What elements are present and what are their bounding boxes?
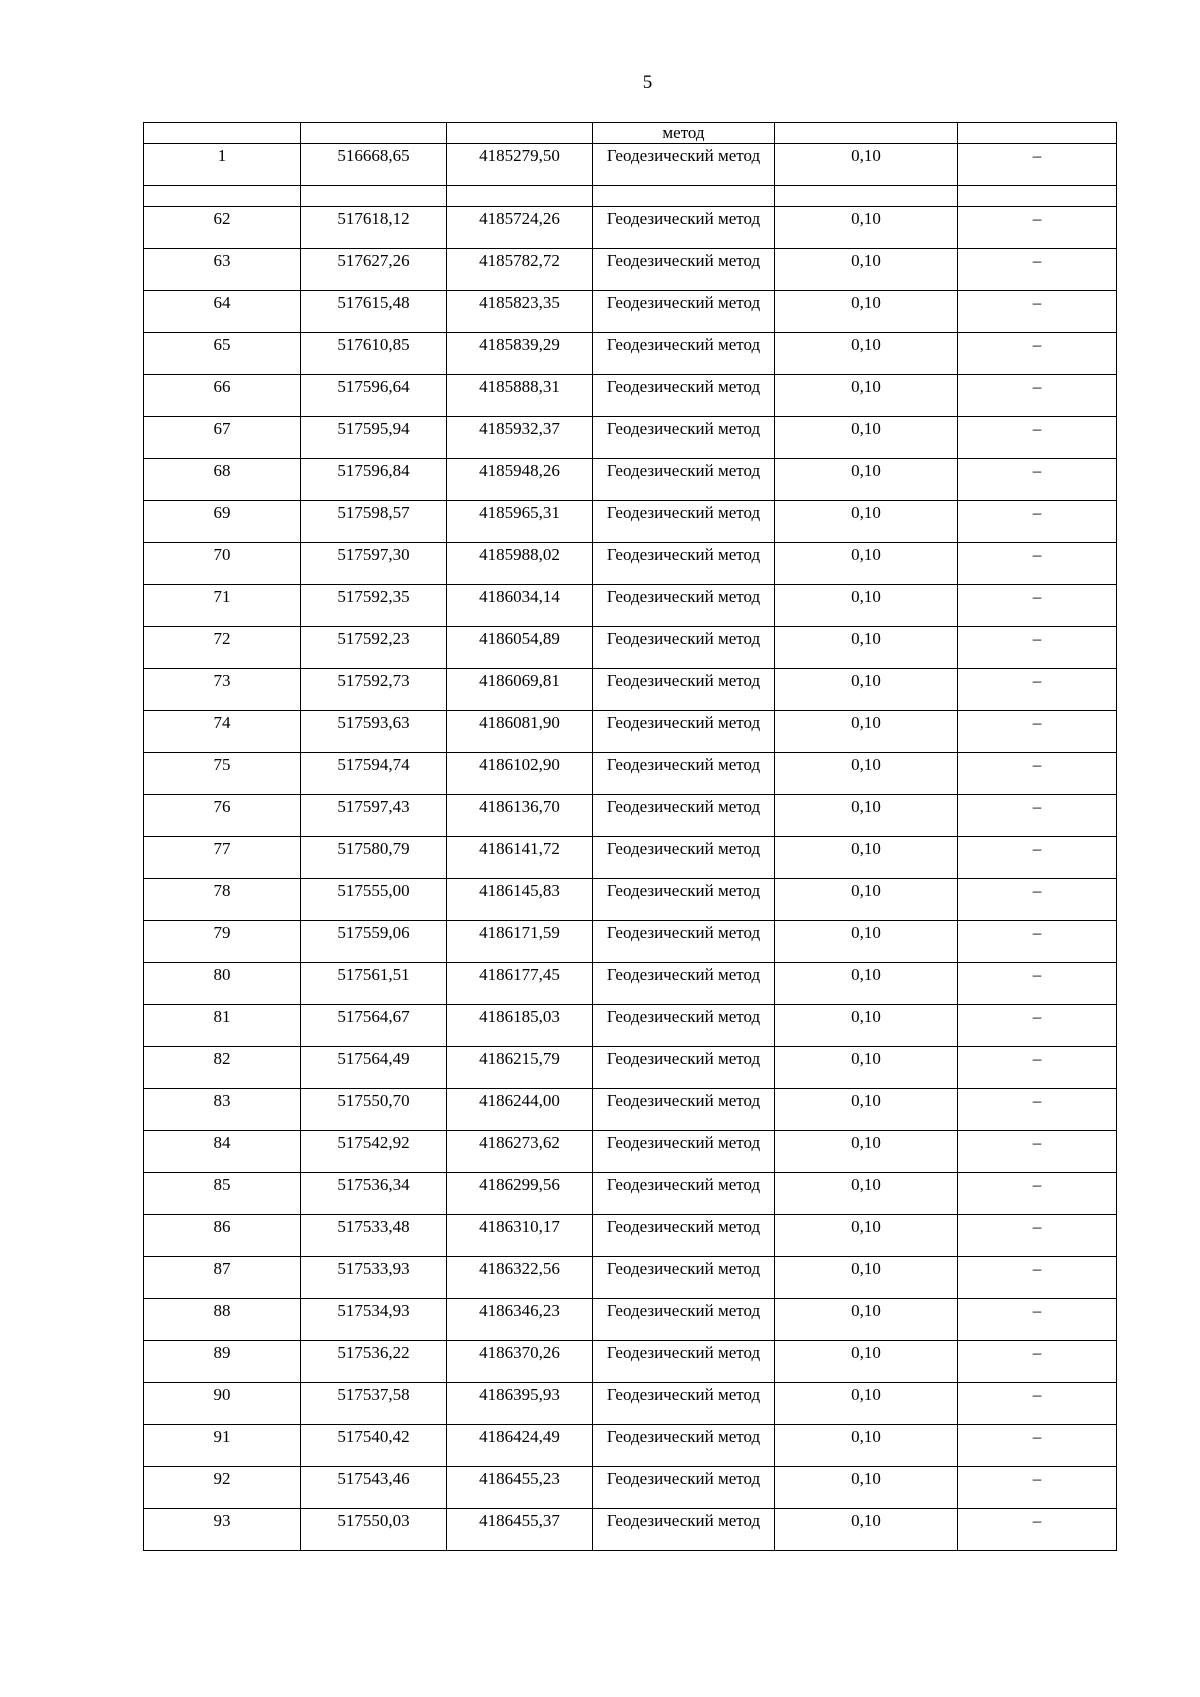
cell-note: – xyxy=(958,1131,1117,1173)
table-row xyxy=(144,1089,1117,1131)
cell-y: 4186145,83 xyxy=(447,879,593,921)
cell-note: – xyxy=(958,795,1117,837)
cell-x: 517536,22 xyxy=(301,1341,447,1383)
cell-y: 4186455,37 xyxy=(447,1509,593,1551)
cell-y: 4185888,31 xyxy=(447,375,593,417)
cell-number: 88 xyxy=(144,1299,301,1341)
cell-x: 517627,26 xyxy=(301,249,447,291)
cell-method: Геодезический метод xyxy=(593,1383,775,1425)
cell-empty xyxy=(775,186,958,207)
table-row xyxy=(144,627,1117,669)
cell-number: 76 xyxy=(144,795,301,837)
cell-method: Геодезический метод xyxy=(593,1005,775,1047)
cell-y: 4186346,23 xyxy=(447,1299,593,1341)
cell-x: 517542,92 xyxy=(301,1131,447,1173)
cell-y: 4186322,56 xyxy=(447,1257,593,1299)
cell-x: 517534,93 xyxy=(301,1299,447,1341)
cell-accuracy: 0,10 xyxy=(775,1341,958,1383)
cell-method: Геодезический метод xyxy=(593,585,775,627)
cell-accuracy: 0,10 xyxy=(775,417,958,459)
table-row xyxy=(144,1383,1117,1425)
cell-accuracy: 0,10 xyxy=(775,837,958,879)
cell-note: – xyxy=(958,837,1117,879)
cell-number: 79 xyxy=(144,921,301,963)
cell-accuracy: 0,10 xyxy=(775,879,958,921)
cell-x xyxy=(301,123,447,144)
cell-note: – xyxy=(958,627,1117,669)
cell-accuracy: 0,10 xyxy=(775,459,958,501)
cell-x: 517592,23 xyxy=(301,627,447,669)
cell-accuracy: 0,10 xyxy=(775,921,958,963)
cell-x: 517610,85 xyxy=(301,333,447,375)
cell-y: 4186034,14 xyxy=(447,585,593,627)
cell-x: 517536,34 xyxy=(301,1173,447,1215)
cell-note: – xyxy=(958,585,1117,627)
cell-method: Геодезический метод xyxy=(593,375,775,417)
cell-method: Геодезический метод xyxy=(593,669,775,711)
cell-method: Геодезический метод xyxy=(593,144,775,186)
cell-x: 517550,03 xyxy=(301,1509,447,1551)
cell-x: 517559,06 xyxy=(301,921,447,963)
cell-note: – xyxy=(958,669,1117,711)
cell-x: 517561,51 xyxy=(301,963,447,1005)
cell-accuracy: 0,10 xyxy=(775,1509,958,1551)
cell-number xyxy=(144,123,301,144)
table-row xyxy=(144,1215,1117,1257)
cell-number: 67 xyxy=(144,417,301,459)
table-row xyxy=(144,1131,1117,1173)
cell-x: 517564,67 xyxy=(301,1005,447,1047)
cell-empty xyxy=(958,186,1117,207)
table-row xyxy=(144,753,1117,795)
cell-x: 517533,48 xyxy=(301,1215,447,1257)
table-row xyxy=(144,144,1117,186)
cell-method: Геодезический метод xyxy=(593,753,775,795)
cell-x: 517594,74 xyxy=(301,753,447,795)
cell-method: Геодезический метод xyxy=(593,291,775,333)
cell-number: 69 xyxy=(144,501,301,543)
coordinates-table xyxy=(143,122,1117,1551)
cell-note: – xyxy=(958,1341,1117,1383)
cell-y: 4186424,49 xyxy=(447,1425,593,1467)
table-row xyxy=(144,921,1117,963)
cell-method: Геодезический метод xyxy=(593,1257,775,1299)
cell-method: Геодезический метод xyxy=(593,1341,775,1383)
cell-accuracy: 0,10 xyxy=(775,1299,958,1341)
cell-method: Геодезический метод xyxy=(593,627,775,669)
table-row xyxy=(144,795,1117,837)
table-row xyxy=(144,459,1117,501)
cell-accuracy: 0,10 xyxy=(775,291,958,333)
cell-note: – xyxy=(958,753,1117,795)
cell-accuracy: 0,10 xyxy=(775,669,958,711)
cell-method: Геодезический метод xyxy=(593,501,775,543)
cell-number: 89 xyxy=(144,1341,301,1383)
cell-note: – xyxy=(958,1299,1117,1341)
cell-y: 4186136,70 xyxy=(447,795,593,837)
cell-accuracy: 0,10 xyxy=(775,1047,958,1089)
cell-method: Геодезический метод xyxy=(593,1173,775,1215)
cell-number: 64 xyxy=(144,291,301,333)
cell-accuracy: 0,10 xyxy=(775,1173,958,1215)
cell-x: 517597,43 xyxy=(301,795,447,837)
table-row xyxy=(144,1299,1117,1341)
cell-accuracy: 0,10 xyxy=(775,1467,958,1509)
cell-y: 4186069,81 xyxy=(447,669,593,711)
cell-x: 517593,63 xyxy=(301,711,447,753)
table-row xyxy=(144,417,1117,459)
cell-y: 4185839,29 xyxy=(447,333,593,375)
cell-method: Геодезический метод xyxy=(593,921,775,963)
cell-number: 66 xyxy=(144,375,301,417)
cell-method: Геодезический метод xyxy=(593,795,775,837)
table-row xyxy=(144,543,1117,585)
cell-number: 73 xyxy=(144,669,301,711)
cell-number: 85 xyxy=(144,1173,301,1215)
cell-method: Геодезический метод xyxy=(593,1215,775,1257)
cell-accuracy: 0,10 xyxy=(775,1425,958,1467)
table-row xyxy=(144,291,1117,333)
cell-number: 65 xyxy=(144,333,301,375)
cell-note: – xyxy=(958,501,1117,543)
cell-note xyxy=(958,123,1117,144)
cell-x: 516668,65 xyxy=(301,144,447,186)
cell-number: 80 xyxy=(144,963,301,1005)
cell-number: 78 xyxy=(144,879,301,921)
cell-accuracy: 0,10 xyxy=(775,249,958,291)
cell-note: – xyxy=(958,543,1117,585)
cell-method: Геодезический метод xyxy=(593,1047,775,1089)
cell-number: 93 xyxy=(144,1509,301,1551)
cell-number: 87 xyxy=(144,1257,301,1299)
cell-y: 4186244,00 xyxy=(447,1089,593,1131)
cell-note: – xyxy=(958,291,1117,333)
table-row xyxy=(144,1257,1117,1299)
cell-number: 86 xyxy=(144,1215,301,1257)
cell-accuracy: 0,10 xyxy=(775,333,958,375)
cell-number: 75 xyxy=(144,753,301,795)
cell-x: 517592,35 xyxy=(301,585,447,627)
cell-y: 4185965,31 xyxy=(447,501,593,543)
cell-method: Геодезический метод xyxy=(593,459,775,501)
cell-number: 72 xyxy=(144,627,301,669)
cell-x: 517596,84 xyxy=(301,459,447,501)
cell-y: 4186102,90 xyxy=(447,753,593,795)
cell-y: 4185988,02 xyxy=(447,543,593,585)
cell-method: Геодезический метод xyxy=(593,879,775,921)
cell-accuracy: 0,10 xyxy=(775,1131,958,1173)
gap-row xyxy=(144,186,1117,207)
cell-empty xyxy=(593,186,775,207)
cell-y: 4186370,26 xyxy=(447,1341,593,1383)
cell-accuracy: 0,10 xyxy=(775,1383,958,1425)
cell-method: Геодезический метод xyxy=(593,1467,775,1509)
cell-y: 4186081,90 xyxy=(447,711,593,753)
cell-note: – xyxy=(958,417,1117,459)
cell-number: 83 xyxy=(144,1089,301,1131)
cell-note: – xyxy=(958,459,1117,501)
cell-note: – xyxy=(958,921,1117,963)
cell-accuracy: 0,10 xyxy=(775,207,958,249)
cell-y: 4186299,56 xyxy=(447,1173,593,1215)
cell-x: 517543,46 xyxy=(301,1467,447,1509)
table-row xyxy=(144,501,1117,543)
table-row xyxy=(144,1425,1117,1467)
cell-empty xyxy=(301,186,447,207)
table-row xyxy=(144,585,1117,627)
cell-note: – xyxy=(958,1509,1117,1551)
cell-method: Геодезический метод xyxy=(593,1089,775,1131)
cell-number: 82 xyxy=(144,1047,301,1089)
cell-y: 4185932,37 xyxy=(447,417,593,459)
cell-method: Геодезический метод xyxy=(593,249,775,291)
cell-note: – xyxy=(958,1173,1117,1215)
cell-number: 91 xyxy=(144,1425,301,1467)
cell-method: Геодезический метод xyxy=(593,837,775,879)
cell-x: 517597,30 xyxy=(301,543,447,585)
cell-number: 62 xyxy=(144,207,301,249)
table-row xyxy=(144,1047,1117,1089)
cell-accuracy: 0,10 xyxy=(775,963,958,1005)
cell-note: – xyxy=(958,1047,1117,1089)
cell-y: 4185724,26 xyxy=(447,207,593,249)
cell-note: – xyxy=(958,1215,1117,1257)
cell-method: Геодезический метод xyxy=(593,1131,775,1173)
table-row xyxy=(144,669,1117,711)
cell-y: 4186185,03 xyxy=(447,1005,593,1047)
cell-method: метод xyxy=(593,123,775,144)
page-number: 5 xyxy=(642,72,653,93)
cell-method: Геодезический метод xyxy=(593,1299,775,1341)
table-row xyxy=(144,963,1117,1005)
table-row xyxy=(144,1173,1117,1215)
cell-number: 77 xyxy=(144,837,301,879)
cell-accuracy: 0,10 xyxy=(775,144,958,186)
cell-number: 68 xyxy=(144,459,301,501)
cell-x: 517537,58 xyxy=(301,1383,447,1425)
cell-number: 92 xyxy=(144,1467,301,1509)
cell-x: 517592,73 xyxy=(301,669,447,711)
cell-number: 84 xyxy=(144,1131,301,1173)
cell-x: 517540,42 xyxy=(301,1425,447,1467)
cell-accuracy: 0,10 xyxy=(775,375,958,417)
table-row xyxy=(144,375,1117,417)
cell-note: – xyxy=(958,963,1117,1005)
cell-method: Геодезический метод xyxy=(593,543,775,585)
cell-y: 4185279,50 xyxy=(447,144,593,186)
cell-note: – xyxy=(958,1257,1117,1299)
cell-x: 517580,79 xyxy=(301,837,447,879)
table-row xyxy=(144,207,1117,249)
cell-method: Геодезический метод xyxy=(593,1425,775,1467)
cell-accuracy: 0,10 xyxy=(775,711,958,753)
cell-accuracy: 0,10 xyxy=(775,1089,958,1131)
cell-number: 1 xyxy=(144,144,301,186)
cell-y: 4186141,72 xyxy=(447,837,593,879)
cell-accuracy: 0,10 xyxy=(775,753,958,795)
cell-note: – xyxy=(958,879,1117,921)
cell-x: 517555,00 xyxy=(301,879,447,921)
table-row xyxy=(144,333,1117,375)
cell-accuracy: 0,10 xyxy=(775,1215,958,1257)
cell-number: 70 xyxy=(144,543,301,585)
cell-y: 4186177,45 xyxy=(447,963,593,1005)
table-row xyxy=(144,1509,1117,1551)
cell-x: 517595,94 xyxy=(301,417,447,459)
cell-y: 4186455,23 xyxy=(447,1467,593,1509)
cell-accuracy: 0,10 xyxy=(775,627,958,669)
cell-y: 4186215,79 xyxy=(447,1047,593,1089)
cell-x: 517596,64 xyxy=(301,375,447,417)
cell-method: Геодезический метод xyxy=(593,963,775,1005)
cell-note: – xyxy=(958,375,1117,417)
cell-accuracy: 0,10 xyxy=(775,795,958,837)
cell-note: – xyxy=(958,1005,1117,1047)
table-row xyxy=(144,1467,1117,1509)
continuation-row xyxy=(144,123,1117,144)
cell-x: 517598,57 xyxy=(301,501,447,543)
cell-number: 71 xyxy=(144,585,301,627)
cell-y: 4185948,26 xyxy=(447,459,593,501)
cell-y: 4185782,72 xyxy=(447,249,593,291)
cell-y: 4186310,17 xyxy=(447,1215,593,1257)
cell-note: – xyxy=(958,1383,1117,1425)
cell-x: 517618,12 xyxy=(301,207,447,249)
cell-accuracy: 0,10 xyxy=(775,1257,958,1299)
cell-x: 517533,93 xyxy=(301,1257,447,1299)
cell-accuracy: 0,10 xyxy=(775,1005,958,1047)
cell-note: – xyxy=(958,711,1117,753)
cell-y: 4186171,59 xyxy=(447,921,593,963)
table-row xyxy=(144,1005,1117,1047)
cell-y: 4185823,35 xyxy=(447,291,593,333)
cell-number: 90 xyxy=(144,1383,301,1425)
table-row xyxy=(144,249,1117,291)
cell-note: – xyxy=(958,1425,1117,1467)
cell-y: 4186054,89 xyxy=(447,627,593,669)
table-row xyxy=(144,711,1117,753)
cell-accuracy xyxy=(775,123,958,144)
cell-y xyxy=(447,123,593,144)
cell-number: 81 xyxy=(144,1005,301,1047)
cell-note: – xyxy=(958,1467,1117,1509)
cell-empty xyxy=(447,186,593,207)
cell-method: Геодезический метод xyxy=(593,333,775,375)
cell-number: 63 xyxy=(144,249,301,291)
cell-note: – xyxy=(958,249,1117,291)
cell-note: – xyxy=(958,1089,1117,1131)
cell-accuracy: 0,10 xyxy=(775,501,958,543)
table-row xyxy=(144,837,1117,879)
cell-method: Геодезический метод xyxy=(593,711,775,753)
cell-note: – xyxy=(958,207,1117,249)
table-row xyxy=(144,1341,1117,1383)
cell-method: Геодезический метод xyxy=(593,207,775,249)
table-row xyxy=(144,879,1117,921)
cell-note: – xyxy=(958,144,1117,186)
cell-empty xyxy=(144,186,301,207)
cell-y: 4186395,93 xyxy=(447,1383,593,1425)
cell-accuracy: 0,10 xyxy=(775,585,958,627)
cell-x: 517550,70 xyxy=(301,1089,447,1131)
cell-method: Геодезический метод xyxy=(593,1509,775,1551)
cell-x: 517564,49 xyxy=(301,1047,447,1089)
cell-y: 4186273,62 xyxy=(447,1131,593,1173)
cell-number: 74 xyxy=(144,711,301,753)
cell-x: 517615,48 xyxy=(301,291,447,333)
cell-method: Геодезический метод xyxy=(593,417,775,459)
coordinates-table-body xyxy=(144,123,1117,1551)
cell-note: – xyxy=(958,333,1117,375)
cell-accuracy: 0,10 xyxy=(775,543,958,585)
